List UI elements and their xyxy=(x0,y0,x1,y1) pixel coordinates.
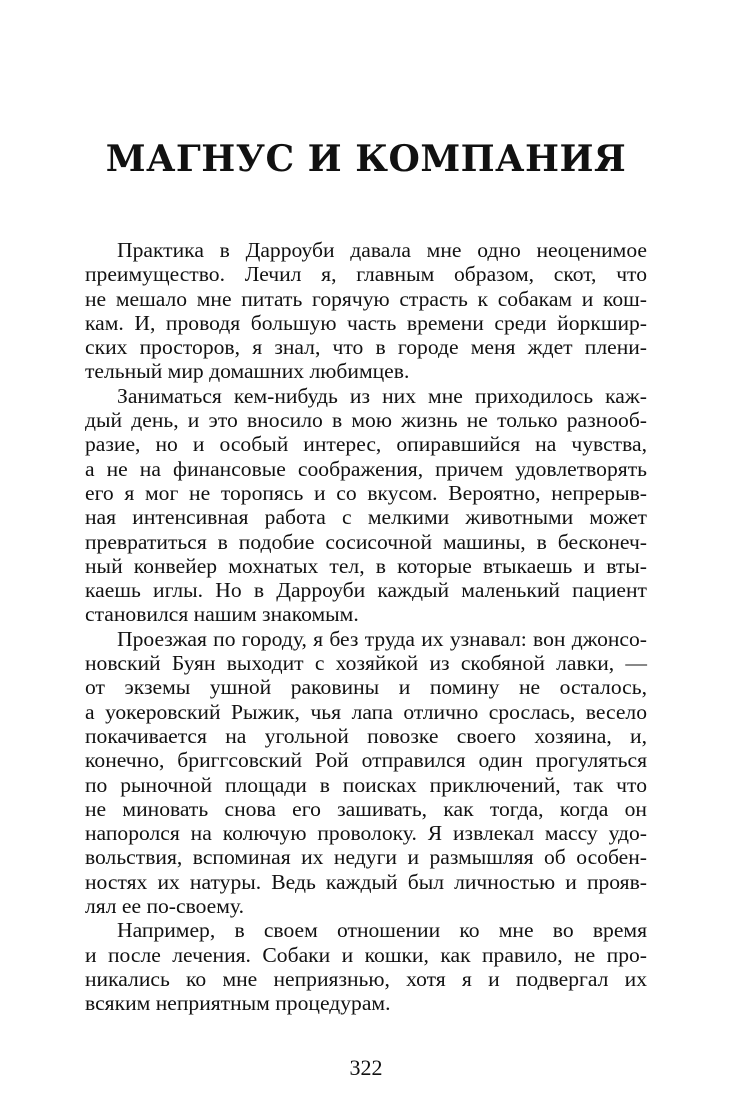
text-line: и после лечения. Собаки и кошки, как правило, не про- xyxy=(85,942,647,967)
text-line: кам. И, проводя большую часть времени среди йоркшир- xyxy=(85,310,647,335)
text-line: Например, в своем отношении ко мне во время xyxy=(117,918,647,943)
text-line: разие, но и особый интерес, опиравшийся на чувства, xyxy=(85,432,647,457)
text-line: Заниматься кем-нибудь из них мне приходилось каж- xyxy=(117,383,647,408)
text-line: ских просторов, я знал, что в городе меня ждет плени- xyxy=(85,335,647,360)
text-line: становился нашим знакомым. xyxy=(85,602,359,627)
text-line: преимущество. Лечил я, главным образом, скот, что xyxy=(85,262,647,287)
text-line: превратиться в подобие сосисочной машины, в бесконеч- xyxy=(85,529,647,554)
text-line: конечно, бриггсовский Рой отправился один прогуляться xyxy=(85,748,647,773)
text-line: всяким неприятным процедурам. xyxy=(85,991,391,1016)
text-line: Проезжая по городу, я без труда их узнавал: вон джонсо- xyxy=(117,626,647,651)
text-line: никались ко мне неприязнью, хотя я и подвергал их xyxy=(85,966,647,991)
text-line: а не на финансовые соображения, причем удовлетворять xyxy=(85,456,647,481)
text-line: ная интенсивная работа с мелкими животными может xyxy=(85,505,647,530)
text-line: лял ее по-своему. xyxy=(85,894,244,919)
chapter-title: МАГНУС И КОМПАНИЯ xyxy=(105,138,627,180)
text-line: а уокеровский Рыжик, чья лапа отлично срослась, весело xyxy=(85,699,647,724)
text-line: Практика в Дарроуби давала мне одно неоценимое xyxy=(117,238,647,262)
text-line: его я мог не торопясь и со вкусом. Вероятно, непрерыв- xyxy=(85,480,647,505)
body-text xyxy=(85,238,647,1016)
text-line: ностях их натуры. Ведь каждый был личностью и прояв- xyxy=(85,869,647,894)
text-line: не мешало мне питать горячую страсть к собакам и кош- xyxy=(85,286,647,311)
text-line: не миновать снова его зашивать, как тогда, когда он xyxy=(85,796,647,821)
text-line: дый день, и это вносило в мою жизнь не только разнооб- xyxy=(85,408,647,433)
text-line: напоролся на колючую проволоку. Я извлекал массу удо- xyxy=(85,821,647,846)
text-line: по рыночной площади в поисках приключений, так что xyxy=(85,772,647,797)
text-line: новский Буян выходит с хозяйкой из скобяной лавки, — xyxy=(85,651,647,676)
text-line: каешь иглы. Но в Дарроуби каждый маленький пациент xyxy=(85,578,647,603)
text-line: от экземы ушной раковины и помину не осталось, xyxy=(85,675,647,700)
text-line: тельный мир домашних любимцев. xyxy=(85,359,410,384)
text-line: ный конвейер мохнатых тел, в которые втыкаешь и вты- xyxy=(85,553,647,578)
text-line: покачивается на угольной повозке своего хозяина, и, xyxy=(85,723,647,748)
text-line: вольствия, вспоминая их недуги и размышляя об особен- xyxy=(85,845,647,870)
page-number: 322 xyxy=(349,1055,383,1080)
